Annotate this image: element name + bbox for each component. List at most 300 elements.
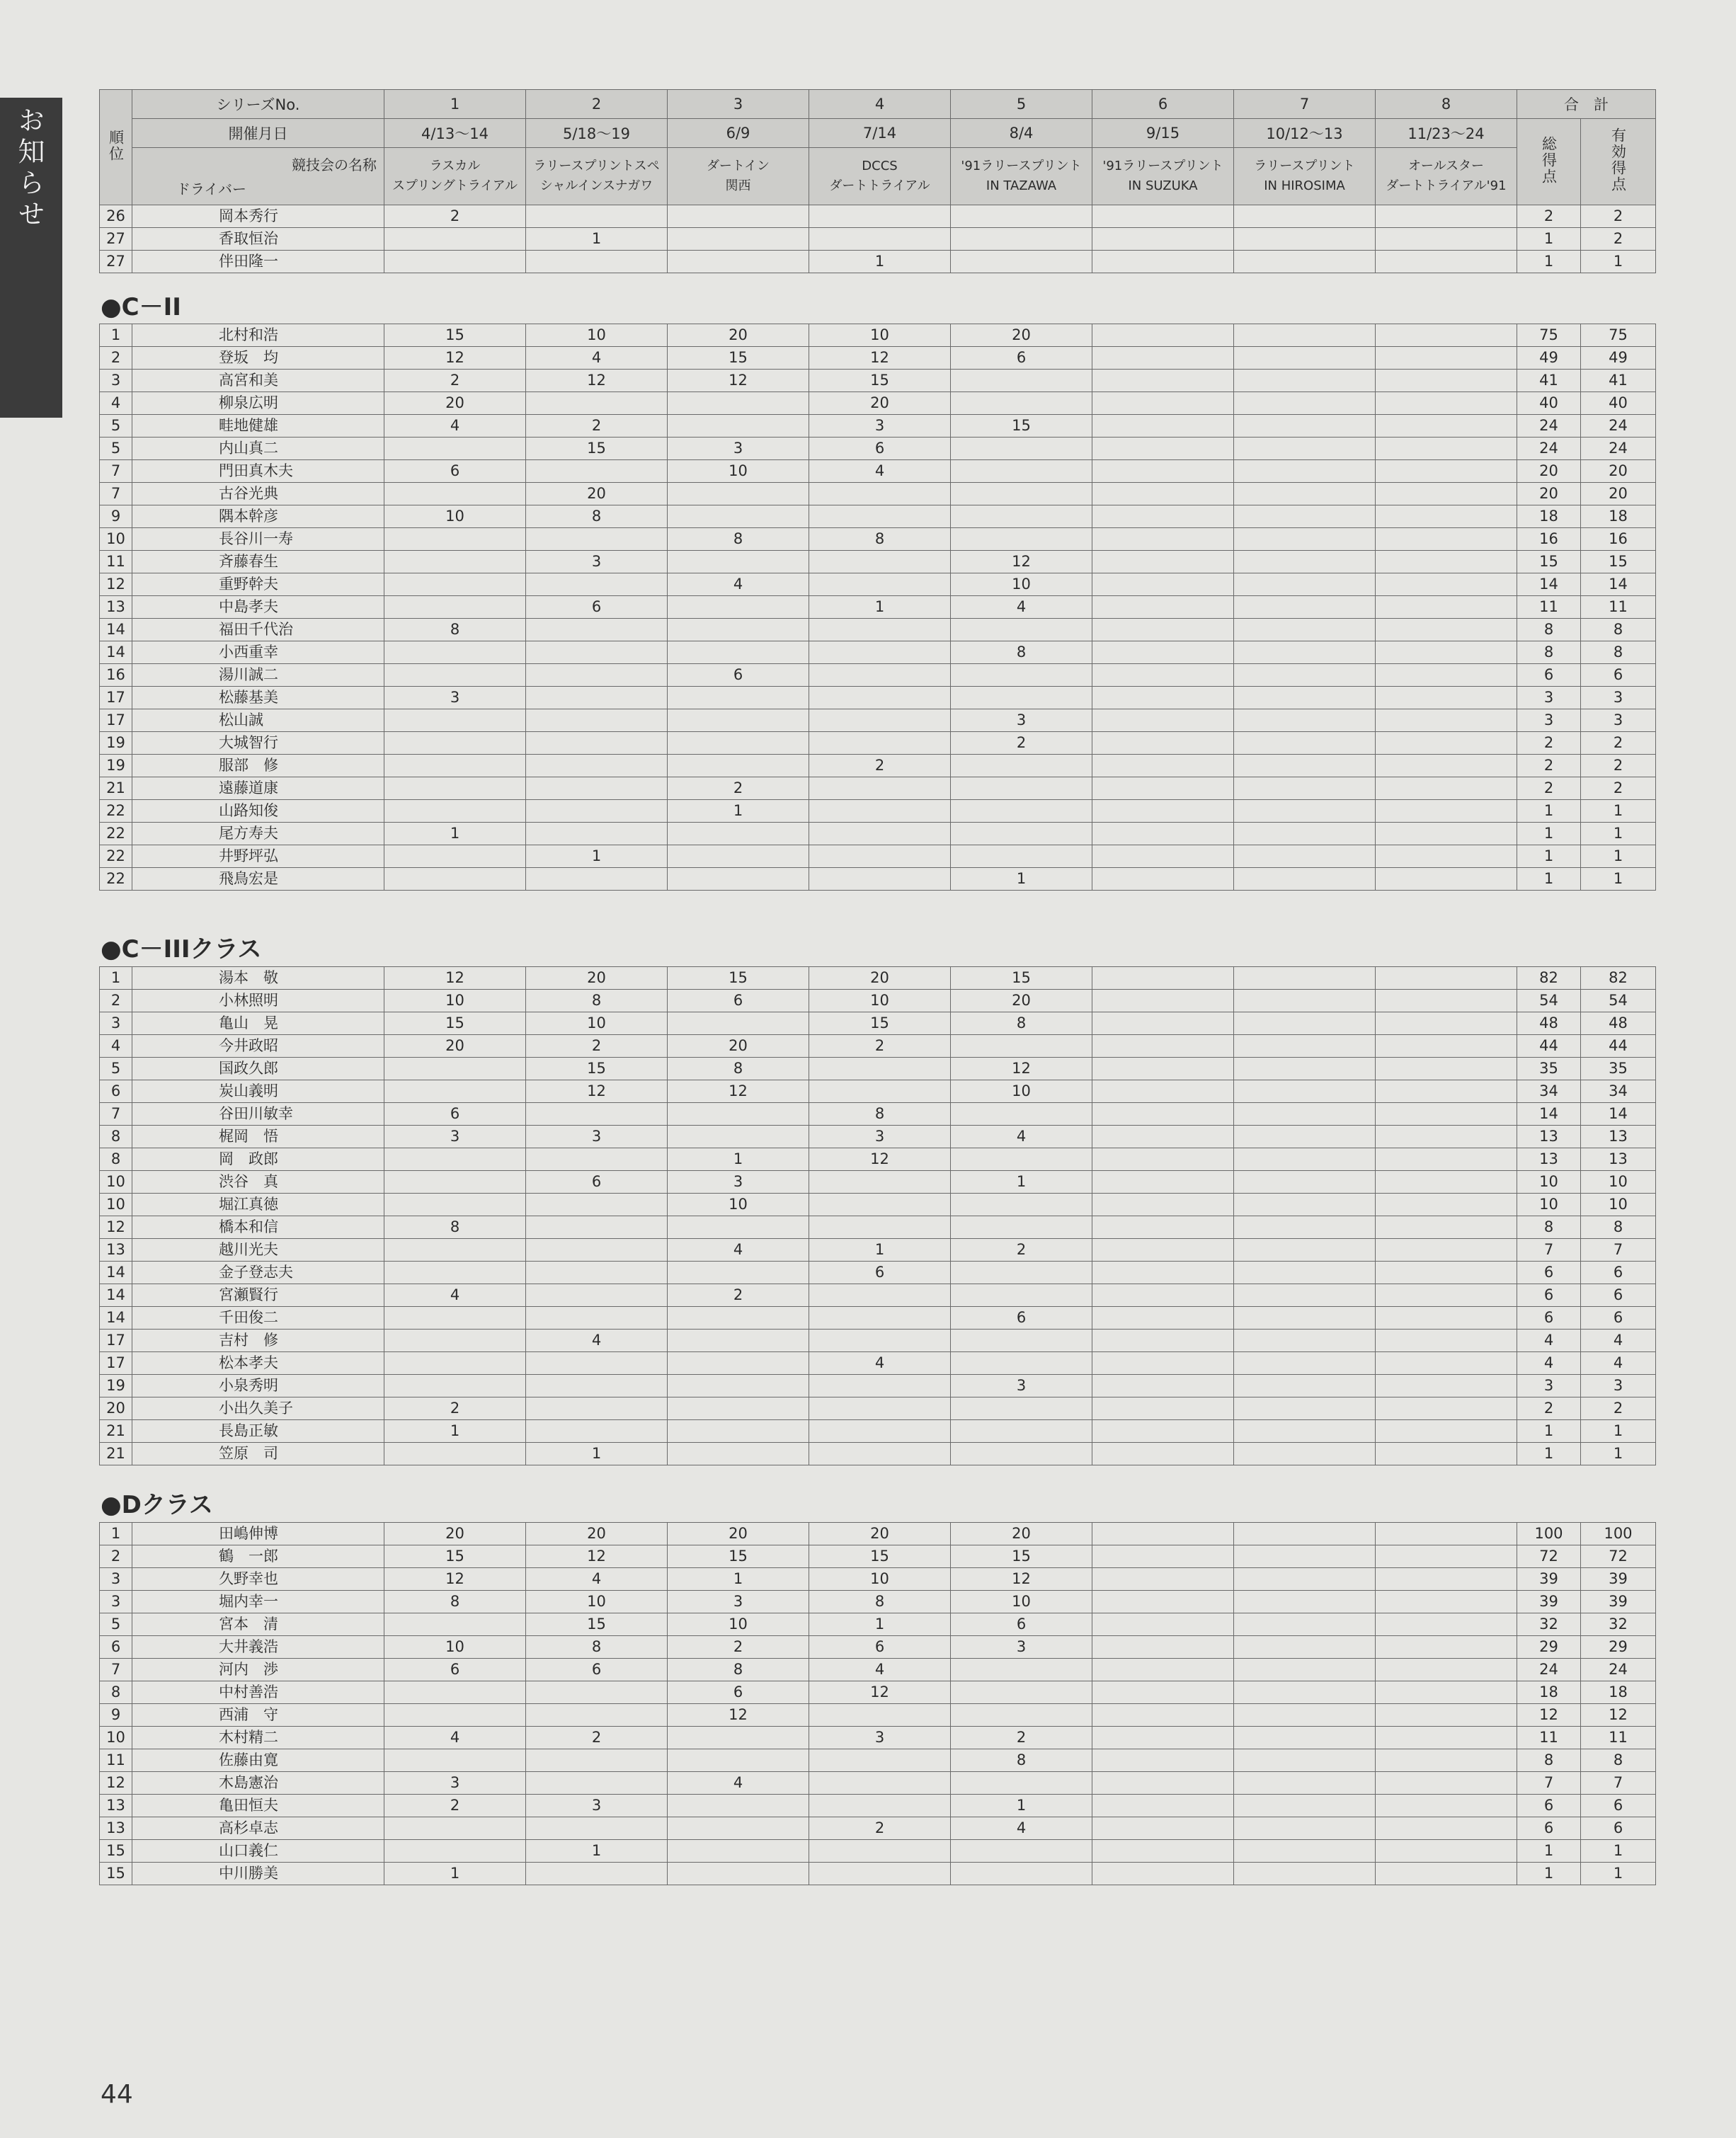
score-cell: 1	[809, 1239, 951, 1262]
results-table	[99, 966, 1656, 1465]
valid-points: 10	[1581, 1171, 1656, 1194]
score-cell	[384, 1704, 526, 1727]
score-cell	[1376, 1307, 1517, 1330]
score-cell	[809, 1194, 951, 1216]
total-points: 16	[1517, 528, 1581, 551]
table-row	[100, 483, 1656, 505]
score-cell	[1376, 370, 1517, 392]
table-row	[100, 1171, 1656, 1194]
score-cell	[384, 1330, 526, 1352]
score-cell: 8	[951, 641, 1092, 664]
series-no-4: 4	[809, 90, 951, 119]
total-points: 2	[1517, 205, 1581, 228]
page-number: 44	[101, 2080, 133, 2109]
score-cell	[1092, 1035, 1234, 1058]
score-cell: 15	[809, 370, 951, 392]
score-cell: 10	[951, 1591, 1092, 1613]
score-cell	[1376, 1194, 1517, 1216]
score-cell	[668, 205, 809, 228]
valid-points: 4	[1581, 1330, 1656, 1352]
valid-points: 8	[1581, 1216, 1656, 1239]
score-cell	[526, 1216, 668, 1239]
valid-points: 2	[1581, 228, 1656, 251]
valid-points: 75	[1581, 324, 1656, 347]
total-points: 6	[1517, 1817, 1581, 1840]
score-cell	[384, 755, 526, 777]
score-cell	[384, 800, 526, 823]
valid-points: 6	[1581, 1307, 1656, 1330]
total-points: 2	[1517, 1397, 1581, 1420]
score-cell	[1092, 1681, 1234, 1704]
table-row	[100, 1420, 1656, 1443]
score-cell	[1376, 1727, 1517, 1749]
table-row	[100, 1704, 1656, 1727]
score-cell: 2	[668, 1636, 809, 1659]
table-row	[100, 1443, 1656, 1465]
score-cell	[1376, 990, 1517, 1012]
score-cell	[951, 1148, 1092, 1171]
driver-name: 佐藤由寛	[132, 1749, 384, 1772]
driver-name: 笠原 司	[132, 1443, 384, 1465]
score-cell	[809, 505, 951, 528]
score-cell	[1092, 1817, 1234, 1840]
valid-points: 1	[1581, 823, 1656, 845]
score-cell	[384, 1171, 526, 1194]
score-cell	[668, 619, 809, 641]
score-cell: 3	[668, 438, 809, 460]
score-cell: 1	[526, 845, 668, 868]
score-cell	[1092, 1307, 1234, 1330]
total-points: 20	[1517, 483, 1581, 505]
score-cell	[668, 1727, 809, 1749]
total-points: 1	[1517, 1420, 1581, 1443]
score-cell	[1092, 228, 1234, 251]
rank-cell: 10	[100, 528, 132, 551]
score-cell: 12	[526, 1080, 668, 1103]
driver-name: 重野幹夫	[132, 573, 384, 596]
score-cell	[1092, 1568, 1234, 1591]
score-cell	[1376, 1817, 1517, 1840]
score-cell: 6	[526, 596, 668, 619]
score-cell	[1092, 1058, 1234, 1080]
score-cell	[1234, 1795, 1376, 1817]
score-cell	[1092, 528, 1234, 551]
score-cell	[951, 1330, 1092, 1352]
driver-name: 井野坪弘	[132, 845, 384, 868]
driver-name: 田嶋伸博	[132, 1523, 384, 1545]
driver-name: 国政久郎	[132, 1058, 384, 1080]
driver-name: 湯川誠二	[132, 664, 384, 687]
driver-name: 木村精二	[132, 1727, 384, 1749]
score-cell	[526, 641, 668, 664]
score-cell: 4	[668, 573, 809, 596]
score-cell	[1234, 1058, 1376, 1080]
rank-cell: 17	[100, 709, 132, 732]
score-cell: 10	[809, 1568, 951, 1591]
total-points: 12	[1517, 1704, 1581, 1727]
total-points: 2	[1517, 732, 1581, 755]
valid-points: 44	[1581, 1035, 1656, 1058]
score-cell: 8	[668, 1058, 809, 1080]
score-cell: 12	[668, 1080, 809, 1103]
score-cell: 6	[951, 347, 1092, 370]
total-points: 54	[1517, 990, 1581, 1012]
score-cell: 10	[526, 324, 668, 347]
score-cell	[1376, 1103, 1517, 1126]
score-cell	[1092, 1103, 1234, 1126]
score-cell	[1234, 370, 1376, 392]
score-cell	[1376, 1840, 1517, 1863]
score-cell	[1234, 1681, 1376, 1704]
score-cell: 2	[384, 1397, 526, 1420]
score-cell	[668, 392, 809, 415]
score-cell: 1	[809, 1613, 951, 1636]
score-cell: 3	[526, 551, 668, 573]
score-cell: 20	[809, 967, 951, 990]
score-cell	[1092, 551, 1234, 573]
total-points: 8	[1517, 1216, 1581, 1239]
score-cell: 6	[809, 1636, 951, 1659]
score-cell: 2	[951, 732, 1092, 755]
score-cell: 4	[526, 347, 668, 370]
valid-points: 24	[1581, 438, 1656, 460]
rank-cell: 21	[100, 1420, 132, 1443]
score-cell: 10	[951, 1080, 1092, 1103]
event-4: DCCS ダートトライアル	[809, 148, 951, 205]
table-row	[100, 528, 1656, 551]
score-cell: 3	[951, 1375, 1092, 1397]
driver-name: 亀山 晃	[132, 1012, 384, 1035]
score-cell	[1376, 1636, 1517, 1659]
score-cell: 4	[951, 1126, 1092, 1148]
score-cell: 3	[809, 1126, 951, 1148]
score-cell: 15	[951, 415, 1092, 438]
rank-cell: 2	[100, 990, 132, 1012]
score-cell	[668, 596, 809, 619]
score-cell	[668, 1126, 809, 1148]
driver-name: 宮本 清	[132, 1613, 384, 1636]
driver-name: 門田真木夫	[132, 460, 384, 483]
score-cell: 3	[668, 1171, 809, 1194]
score-cell	[1092, 868, 1234, 891]
event-5: '91ラリースプリント IN TAZAWA	[951, 148, 1092, 205]
score-cell	[1092, 1613, 1234, 1636]
score-cell	[1234, 1636, 1376, 1659]
score-cell	[1092, 505, 1234, 528]
driver-name: 高杉卓志	[132, 1817, 384, 1840]
valid-points: 24	[1581, 1659, 1656, 1681]
score-cell	[526, 1239, 668, 1262]
score-cell	[668, 1216, 809, 1239]
score-cell	[1092, 1330, 1234, 1352]
score-cell	[1234, 505, 1376, 528]
score-cell: 4	[951, 596, 1092, 619]
score-cell: 3	[668, 1591, 809, 1613]
driver-label: ドライバー	[176, 181, 246, 198]
score-cell	[1092, 1284, 1234, 1307]
score-cell	[809, 619, 951, 641]
rank-cell: 7	[100, 460, 132, 483]
score-cell	[1376, 1704, 1517, 1727]
score-cell	[1376, 1568, 1517, 1591]
series-no-3: 3	[668, 90, 809, 119]
score-cell: 4	[384, 415, 526, 438]
score-cell	[1234, 1443, 1376, 1465]
score-cell	[1376, 641, 1517, 664]
score-cell: 15	[668, 347, 809, 370]
total-points: 1	[1517, 845, 1581, 868]
rank-cell: 1	[100, 967, 132, 990]
driver-name: 北村和浩	[132, 324, 384, 347]
score-cell	[809, 1704, 951, 1727]
score-cell	[951, 1352, 1092, 1375]
score-cell: 15	[384, 324, 526, 347]
score-cell	[951, 1443, 1092, 1465]
score-cell: 12	[809, 347, 951, 370]
score-cell: 4	[809, 1352, 951, 1375]
score-cell: 4	[668, 1772, 809, 1795]
rank-cell: 21	[100, 1443, 132, 1465]
score-cell	[951, 619, 1092, 641]
table-row	[100, 687, 1656, 709]
score-cell	[1234, 205, 1376, 228]
score-cell	[809, 1171, 951, 1194]
total-points: 34	[1517, 1080, 1581, 1103]
score-cell	[1376, 1681, 1517, 1704]
valid-points: 1	[1581, 868, 1656, 891]
score-cell	[809, 1795, 951, 1817]
valid-points: 11	[1581, 596, 1656, 619]
score-cell	[384, 1058, 526, 1080]
score-cell	[668, 1840, 809, 1863]
table-row	[100, 1681, 1656, 1704]
score-cell: 8	[951, 1012, 1092, 1035]
total-points: 24	[1517, 415, 1581, 438]
score-cell	[1376, 1352, 1517, 1375]
total-points: 15	[1517, 551, 1581, 573]
total-points: 35	[1517, 1058, 1581, 1080]
valid-points: 2	[1581, 732, 1656, 755]
valid-points: 3	[1581, 709, 1656, 732]
score-cell	[1234, 1817, 1376, 1840]
rank-cell: 10	[100, 1171, 132, 1194]
valid-points: 2	[1581, 1397, 1656, 1420]
score-cell	[809, 845, 951, 868]
score-cell	[1234, 324, 1376, 347]
score-cell	[1092, 1749, 1234, 1772]
total-points: 72	[1517, 1545, 1581, 1568]
valid-points: 12	[1581, 1704, 1656, 1727]
valid-points: 4	[1581, 1352, 1656, 1375]
score-cell: 20	[526, 967, 668, 990]
valid-points: 24	[1581, 415, 1656, 438]
driver-name: 服部 修	[132, 755, 384, 777]
score-cell: 15	[668, 967, 809, 990]
section-c3	[99, 966, 1655, 1465]
standings-table-top	[99, 89, 1655, 273]
rank-cell: 15	[100, 1840, 132, 1863]
rank-cell: 1	[100, 324, 132, 347]
total-points: 18	[1517, 505, 1581, 528]
valid-points: 3	[1581, 687, 1656, 709]
table-row	[100, 709, 1656, 732]
total-points: 11	[1517, 1727, 1581, 1749]
table-row	[100, 1795, 1656, 1817]
table-row	[100, 1058, 1656, 1080]
total-points: 6	[1517, 1262, 1581, 1284]
score-cell	[1234, 1194, 1376, 1216]
driver-name: 岡本秀行	[132, 205, 384, 228]
score-cell: 1	[526, 1840, 668, 1863]
score-cell	[1092, 990, 1234, 1012]
valid-points: 1	[1581, 800, 1656, 823]
score-cell	[1092, 1772, 1234, 1795]
score-cell	[384, 596, 526, 619]
total-points: 10	[1517, 1194, 1581, 1216]
score-cell	[1092, 1704, 1234, 1727]
score-cell	[668, 251, 809, 273]
rank-cell: 3	[100, 370, 132, 392]
driver-name: 尾方寿夫	[132, 823, 384, 845]
valid-points: 8	[1581, 1749, 1656, 1772]
score-cell	[1376, 392, 1517, 415]
rank-cell: 13	[100, 1795, 132, 1817]
score-cell: 6	[384, 1103, 526, 1126]
table-row	[100, 1194, 1656, 1216]
score-cell: 6	[951, 1307, 1092, 1330]
score-cell	[809, 1330, 951, 1352]
score-cell: 4	[526, 1330, 668, 1352]
driver-name: 亀田恒夫	[132, 1795, 384, 1817]
score-cell	[1234, 1284, 1376, 1307]
table-row	[100, 1659, 1656, 1681]
rank-cell: 22	[100, 800, 132, 823]
total-points: 8	[1517, 1749, 1581, 1772]
score-cell	[1234, 1330, 1376, 1352]
driver-name: 宮瀬賢行	[132, 1284, 384, 1307]
score-cell	[668, 228, 809, 251]
score-cell	[1376, 1035, 1517, 1058]
score-cell	[951, 370, 1092, 392]
score-cell	[526, 1284, 668, 1307]
rank-cell: 2	[100, 347, 132, 370]
score-cell	[809, 1080, 951, 1103]
total-points: 13	[1517, 1126, 1581, 1148]
score-cell: 12	[951, 1568, 1092, 1591]
score-cell	[384, 868, 526, 891]
score-cell	[1092, 1012, 1234, 1035]
series-no-8: 8	[1376, 90, 1517, 119]
rank-cell: 19	[100, 755, 132, 777]
score-cell: 6	[384, 460, 526, 483]
valid-points: 34	[1581, 1080, 1656, 1103]
score-cell: 12	[951, 1058, 1092, 1080]
score-cell	[1234, 641, 1376, 664]
score-cell	[1092, 1171, 1234, 1194]
score-cell	[809, 1863, 951, 1885]
table-row	[100, 1216, 1656, 1239]
score-cell	[526, 1681, 668, 1704]
table-row	[100, 505, 1656, 528]
score-cell: 20	[951, 990, 1092, 1012]
table-row	[100, 370, 1656, 392]
score-cell	[668, 732, 809, 755]
score-cell	[1092, 777, 1234, 800]
score-cell: 3	[809, 415, 951, 438]
score-cell	[1376, 664, 1517, 687]
score-cell	[1376, 709, 1517, 732]
date-2: 5/18〜19	[526, 119, 668, 148]
score-cell	[1234, 228, 1376, 251]
date-4: 7/14	[809, 119, 951, 148]
score-cell: 20	[951, 1523, 1092, 1545]
valid-points: 20	[1581, 483, 1656, 505]
score-cell	[1092, 347, 1234, 370]
driver-name: 梶岡 悟	[132, 1126, 384, 1148]
score-cell	[668, 1420, 809, 1443]
rank-cell: 3	[100, 1591, 132, 1613]
score-cell	[809, 709, 951, 732]
table-row	[100, 205, 1656, 228]
score-cell: 2	[526, 1727, 668, 1749]
score-cell: 20	[668, 1523, 809, 1545]
valid-points: 1	[1581, 1840, 1656, 1863]
score-cell: 4	[384, 1727, 526, 1749]
section-d	[99, 1522, 1655, 1885]
rank-cell: 5	[100, 1058, 132, 1080]
driver-name: 谷田川敏幸	[132, 1103, 384, 1126]
valid-points: 2	[1581, 755, 1656, 777]
valid-points: 7	[1581, 1239, 1656, 1262]
score-cell	[951, 1035, 1092, 1058]
rank-cell: 19	[100, 732, 132, 755]
score-cell	[1092, 370, 1234, 392]
score-cell	[384, 1307, 526, 1330]
score-cell	[1092, 460, 1234, 483]
score-cell: 2	[951, 1727, 1092, 1749]
score-cell: 1	[384, 823, 526, 845]
score-cell	[1234, 619, 1376, 641]
score-cell	[1234, 1148, 1376, 1171]
score-cell	[384, 732, 526, 755]
valid-points: 2	[1581, 777, 1656, 800]
driver-name: 今井政昭	[132, 1035, 384, 1058]
rank-cell: 15	[100, 1863, 132, 1885]
score-cell	[668, 1817, 809, 1840]
valid-points: 6	[1581, 1817, 1656, 1840]
event-1: ラスカル スプリングトライアル	[384, 148, 526, 205]
rank-cell: 14	[100, 641, 132, 664]
score-cell	[1092, 1840, 1234, 1863]
score-cell	[384, 1443, 526, 1465]
results-table	[99, 89, 1656, 273]
score-cell	[951, 845, 1092, 868]
rank-cell: 26	[100, 205, 132, 228]
score-cell	[951, 460, 1092, 483]
score-cell	[951, 1704, 1092, 1727]
score-cell	[1092, 1420, 1234, 1443]
section-rows	[100, 324, 1656, 891]
driver-name: 河内 渉	[132, 1659, 384, 1681]
event-7: ラリースプリント IN HIROSIMA	[1234, 148, 1376, 205]
score-cell	[1234, 845, 1376, 868]
total-points: 40	[1517, 392, 1581, 415]
score-cell	[1234, 392, 1376, 415]
score-cell	[668, 551, 809, 573]
score-cell: 1	[526, 228, 668, 251]
driver-name: 木島憲治	[132, 1772, 384, 1795]
driver-name: 松本孝夫	[132, 1352, 384, 1375]
